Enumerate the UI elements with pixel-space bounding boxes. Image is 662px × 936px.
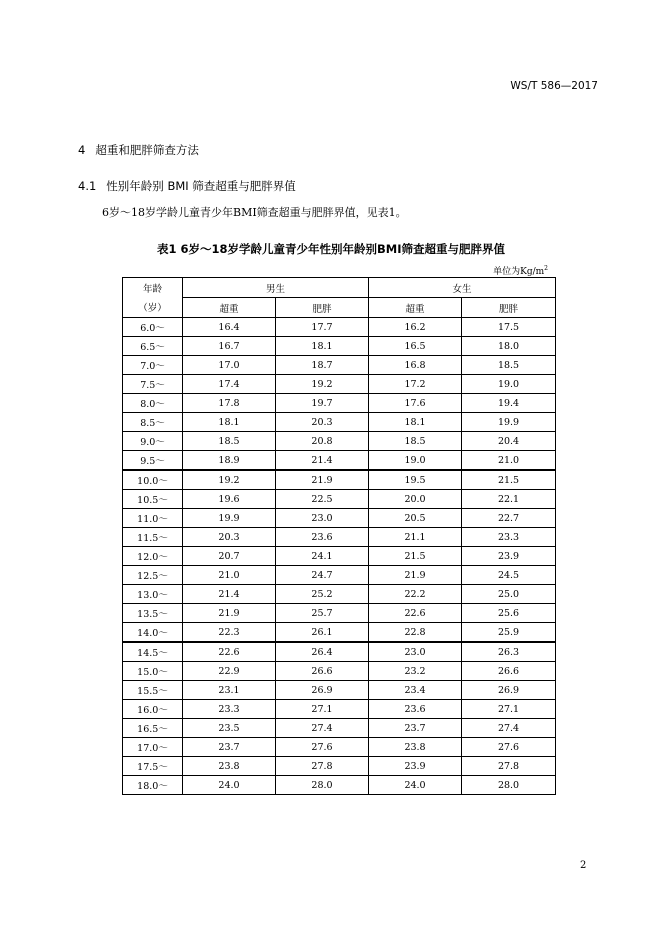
- female-obese-cell: 28.0: [462, 776, 556, 795]
- male-overweight-cell: 24.0: [183, 776, 276, 795]
- male-obese-cell: 27.8: [276, 757, 369, 776]
- male-obese-cell: 27.1: [276, 700, 369, 719]
- male-overweight-cell: 23.1: [183, 681, 276, 700]
- male-overweight-cell: 22.9: [183, 662, 276, 681]
- page-number: 2: [580, 860, 587, 871]
- female-overweight-cell: 24.0: [369, 776, 462, 795]
- male-header: 男生: [183, 278, 369, 298]
- female-obese-cell: 19.9: [462, 413, 556, 432]
- table-row: [123, 490, 556, 509]
- female-obese-cell: 25.6: [462, 604, 556, 623]
- female-overweight-cell: 17.6: [369, 394, 462, 413]
- male-obese-cell: 24.7: [276, 566, 369, 585]
- female-obese-cell: 25.0: [462, 585, 556, 604]
- male-obese-cell: 26.6: [276, 662, 369, 681]
- age-cell: 16.0～: [123, 700, 183, 719]
- age-cell: 18.0～: [123, 776, 183, 795]
- age-cell: 8.5～: [123, 413, 183, 432]
- age-cell: 15.5～: [123, 681, 183, 700]
- female-obese-cell: 25.9: [462, 623, 556, 643]
- table-row: [123, 432, 556, 451]
- table-row: [123, 470, 556, 490]
- female-overweight-cell: 22.8: [369, 623, 462, 643]
- age-cell: 17.5～: [123, 757, 183, 776]
- male-overweight-cell: 19.6: [183, 490, 276, 509]
- age-cell: 10.5～: [123, 490, 183, 509]
- female-overweight-cell: 23.2: [369, 662, 462, 681]
- age-cell: 6.5～: [123, 337, 183, 356]
- section-4-heading: [78, 142, 199, 158]
- female-overweight-cell: 23.0: [369, 642, 462, 662]
- female-obese-cell: 27.8: [462, 757, 556, 776]
- female-overweight-cell: 20.0: [369, 490, 462, 509]
- age-cell: 14.5～: [123, 642, 183, 662]
- female-overweight-cell: 23.7: [369, 719, 462, 738]
- unit-label: [493, 264, 548, 277]
- age-cell: 9.0～: [123, 432, 183, 451]
- age-cell: 12.0～: [123, 547, 183, 566]
- male-overweight-cell: 23.5: [183, 719, 276, 738]
- male-obese-header: 肥胖: [276, 298, 369, 318]
- male-overweight-cell: 18.5: [183, 432, 276, 451]
- female-obese-cell: 21.5: [462, 470, 556, 490]
- table-row: [123, 757, 556, 776]
- female-overweight-cell: 22.6: [369, 604, 462, 623]
- female-obese-cell: 27.6: [462, 738, 556, 757]
- female-overweight-cell: 21.5: [369, 547, 462, 566]
- table-row: [123, 337, 556, 356]
- male-obese-cell: 20.8: [276, 432, 369, 451]
- female-obese-cell: 27.1: [462, 700, 556, 719]
- male-obese-cell: 26.9: [276, 681, 369, 700]
- table-row: [123, 776, 556, 795]
- male-overweight-cell: 21.0: [183, 566, 276, 585]
- male-obese-cell: 23.0: [276, 509, 369, 528]
- male-overweight-cell: 17.8: [183, 394, 276, 413]
- female-obese-cell: 17.5: [462, 318, 556, 337]
- age-cell: 14.0～: [123, 623, 183, 643]
- table-row: [123, 528, 556, 547]
- female-overweight-cell: 22.2: [369, 585, 462, 604]
- table-row: [123, 585, 556, 604]
- male-overweight-cell: 18.9: [183, 451, 276, 471]
- table-row: [123, 719, 556, 738]
- female-overweight-cell: 21.9: [369, 566, 462, 585]
- age-header: 年龄: [123, 278, 183, 298]
- female-overweight-cell: 16.2: [369, 318, 462, 337]
- male-overweight-cell: 19.2: [183, 470, 276, 490]
- female-overweight-cell: 21.1: [369, 528, 462, 547]
- male-overweight-cell: 23.3: [183, 700, 276, 719]
- male-obese-cell: 22.5: [276, 490, 369, 509]
- male-overweight-cell: 22.6: [183, 642, 276, 662]
- section-4-1-heading: [78, 178, 296, 194]
- female-overweight-cell: 20.5: [369, 509, 462, 528]
- table-row: [123, 623, 556, 643]
- age-cell: 7.5～: [123, 375, 183, 394]
- male-obese-cell: 27.4: [276, 719, 369, 738]
- male-obese-cell: 21.9: [276, 470, 369, 490]
- female-obese-cell: 19.0: [462, 375, 556, 394]
- table-row: [123, 451, 556, 471]
- female-obese-cell: 23.3: [462, 528, 556, 547]
- female-overweight-cell: 19.0: [369, 451, 462, 471]
- male-overweight-cell: 21.9: [183, 604, 276, 623]
- female-overweight-cell: 23.4: [369, 681, 462, 700]
- male-overweight-cell: 20.3: [183, 528, 276, 547]
- table-row: [123, 394, 556, 413]
- table-row: [123, 642, 556, 662]
- male-obese-cell: 25.7: [276, 604, 369, 623]
- male-obese-cell: 18.1: [276, 337, 369, 356]
- male-overweight-cell: 16.7: [183, 337, 276, 356]
- section-number: 4.1: [78, 179, 97, 193]
- male-overweight-cell: 20.7: [183, 547, 276, 566]
- female-obese-cell: 23.9: [462, 547, 556, 566]
- age-cell: 16.5～: [123, 719, 183, 738]
- male-overweight-header: 超重: [183, 298, 276, 318]
- table-row: [123, 413, 556, 432]
- age-cell: 6.0～: [123, 318, 183, 337]
- unit-text: 单位为Kg/m: [493, 267, 545, 277]
- female-obese-cell: 24.5: [462, 566, 556, 585]
- table-row: [123, 681, 556, 700]
- age-cell: 10.0～: [123, 470, 183, 490]
- female-obese-cell: 21.0: [462, 451, 556, 471]
- age-cell: 11.5～: [123, 528, 183, 547]
- female-obese-cell: 26.3: [462, 642, 556, 662]
- female-obese-cell: 22.7: [462, 509, 556, 528]
- male-obese-cell: 19.7: [276, 394, 369, 413]
- section-title: 超重和肥胖筛查方法: [95, 143, 199, 157]
- male-overweight-cell: 17.4: [183, 375, 276, 394]
- female-obese-header: 肥胖: [462, 298, 556, 318]
- male-overweight-cell: 18.1: [183, 413, 276, 432]
- section-title: 性别年龄别 BMI 筛查超重与肥胖界值: [106, 179, 296, 193]
- table-row: [123, 356, 556, 375]
- age-cell: 13.5～: [123, 604, 183, 623]
- female-obese-cell: 26.6: [462, 662, 556, 681]
- female-overweight-cell: 18.1: [369, 413, 462, 432]
- male-obese-cell: 25.2: [276, 585, 369, 604]
- female-obese-cell: 27.4: [462, 719, 556, 738]
- age-cell: 13.0～: [123, 585, 183, 604]
- table-row: [123, 700, 556, 719]
- male-overweight-cell: 23.7: [183, 738, 276, 757]
- table-row: [123, 547, 556, 566]
- male-obese-cell: 28.0: [276, 776, 369, 795]
- female-overweight-cell: 19.5: [369, 470, 462, 490]
- female-overweight-cell: 16.5: [369, 337, 462, 356]
- female-overweight-header: 超重: [369, 298, 462, 318]
- male-overweight-cell: 17.0: [183, 356, 276, 375]
- bmi-table: [122, 277, 556, 795]
- age-cell: 17.0～: [123, 738, 183, 757]
- female-header: 女生: [369, 278, 556, 298]
- table-caption: 表1 6岁～18岁学龄儿童青少年性别年龄别BMI筛查超重与肥胖界值: [157, 242, 505, 256]
- male-overweight-cell: 23.8: [183, 757, 276, 776]
- male-overweight-cell: 21.4: [183, 585, 276, 604]
- table-row: [123, 566, 556, 585]
- table-row: [123, 375, 556, 394]
- female-obese-cell: 18.0: [462, 337, 556, 356]
- male-obese-cell: 20.3: [276, 413, 369, 432]
- female-overweight-cell: 16.8: [369, 356, 462, 375]
- male-overweight-cell: 22.3: [183, 623, 276, 643]
- age-cell: 15.0～: [123, 662, 183, 681]
- age-cell: 9.5～: [123, 451, 183, 471]
- female-overweight-cell: 18.5: [369, 432, 462, 451]
- male-obese-cell: 24.1: [276, 547, 369, 566]
- document-id: WS/T 586—2017: [510, 80, 598, 92]
- table-row: [123, 509, 556, 528]
- male-obese-cell: 19.2: [276, 375, 369, 394]
- female-obese-cell: 20.4: [462, 432, 556, 451]
- male-obese-cell: 21.4: [276, 451, 369, 471]
- table-row: [123, 318, 556, 337]
- age-cell: 11.0～: [123, 509, 183, 528]
- male-obese-cell: 26.4: [276, 642, 369, 662]
- age-unit-header: （岁）: [123, 298, 183, 318]
- female-overweight-cell: 23.6: [369, 700, 462, 719]
- female-overweight-cell: 23.8: [369, 738, 462, 757]
- female-obese-cell: 26.9: [462, 681, 556, 700]
- male-obese-cell: 26.1: [276, 623, 369, 643]
- unit-superscript: 2: [544, 265, 548, 272]
- male-overweight-cell: 19.9: [183, 509, 276, 528]
- table-row: [123, 604, 556, 623]
- male-obese-cell: 27.6: [276, 738, 369, 757]
- female-overweight-cell: 17.2: [369, 375, 462, 394]
- age-cell: 12.5～: [123, 566, 183, 585]
- male-obese-cell: 23.6: [276, 528, 369, 547]
- section-number: 4: [78, 143, 86, 157]
- female-obese-cell: 22.1: [462, 490, 556, 509]
- age-cell: 7.0～: [123, 356, 183, 375]
- table-row: [123, 738, 556, 757]
- male-overweight-cell: 16.4: [183, 318, 276, 337]
- body-paragraph: 6岁～18岁学龄儿童青少年BMI筛查超重与肥胖界值，见表1。: [102, 206, 407, 219]
- female-obese-cell: 18.5: [462, 356, 556, 375]
- table-row: [123, 662, 556, 681]
- male-obese-cell: 17.7: [276, 318, 369, 337]
- age-cell: 8.0～: [123, 394, 183, 413]
- female-obese-cell: 19.4: [462, 394, 556, 413]
- male-obese-cell: 18.7: [276, 356, 369, 375]
- female-overweight-cell: 23.9: [369, 757, 462, 776]
